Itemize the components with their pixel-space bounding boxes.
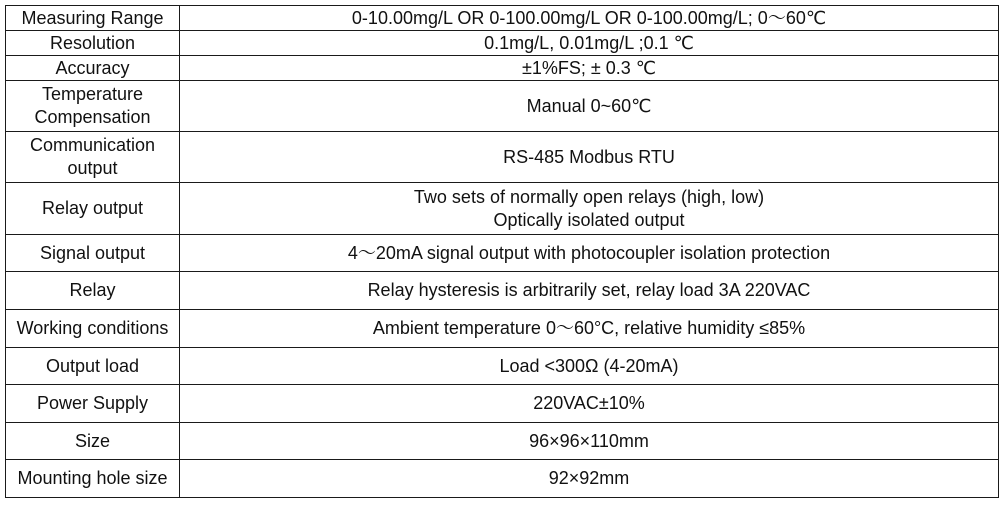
spec-value-relay-output: Two sets of normally open relays (high, low) Optically isolated output bbox=[180, 183, 999, 235]
spec-value-size: 96×96×110mm bbox=[180, 423, 999, 460]
table-row bbox=[6, 235, 999, 272]
table-row bbox=[6, 6, 999, 31]
spec-label-signal-output: Signal output bbox=[6, 235, 180, 272]
spec-label-temperature-compensation: Temperature Compensation bbox=[6, 81, 180, 132]
table-row bbox=[6, 460, 999, 498]
table-row bbox=[6, 272, 999, 310]
spec-label-mounting-hole-size: Mounting hole size bbox=[6, 460, 180, 498]
table-row bbox=[6, 183, 999, 235]
table-row bbox=[6, 31, 999, 56]
spec-label-power-supply: Power Supply bbox=[6, 385, 180, 423]
spec-value-temperature-compensation: Manual 0~60℃ bbox=[180, 81, 999, 132]
spec-value-mounting-hole-size: 92×92mm bbox=[180, 460, 999, 498]
spec-value-measuring-range: 0-10.00mg/L OR 0-100.00mg/L OR 0-100.00mg/L; 0～60℃ bbox=[180, 6, 999, 31]
table-row bbox=[6, 310, 999, 348]
spec-value-signal-output: 4～20mA signal output with photocoupler isolation protection bbox=[180, 235, 999, 272]
spec-label-measuring-range: Measuring Range bbox=[6, 6, 180, 31]
spec-label-output-load: Output load bbox=[6, 348, 180, 385]
spec-label-resolution: Resolution bbox=[6, 31, 180, 56]
table-row bbox=[6, 56, 999, 81]
spec-label-communication-output: Communication output bbox=[6, 132, 180, 183]
table-row bbox=[6, 132, 999, 183]
table-row bbox=[6, 81, 999, 132]
table-row bbox=[6, 423, 999, 460]
spec-label-size: Size bbox=[6, 423, 180, 460]
spec-value-resolution: 0.1mg/L, 0.01mg/L ;0.1 ℃ bbox=[180, 31, 999, 56]
spec-label-working-conditions: Working conditions bbox=[6, 310, 180, 348]
spec-value-output-load: Load <300Ω (4-20mA) bbox=[180, 348, 999, 385]
spec-label-relay-output: Relay output bbox=[6, 183, 180, 235]
spec-label-relay: Relay bbox=[6, 272, 180, 310]
table-row bbox=[6, 348, 999, 385]
spec-value-communication-output: RS-485 Modbus RTU bbox=[180, 132, 999, 183]
table-row bbox=[6, 385, 999, 423]
spec-value-accuracy: ±1%FS; ± 0.3 ℃ bbox=[180, 56, 999, 81]
spec-value-relay: Relay hysteresis is arbitrarily set, relay load 3A 220VAC bbox=[180, 272, 999, 310]
spec-table bbox=[5, 5, 999, 498]
spec-value-power-supply: 220VAC±10% bbox=[180, 385, 999, 423]
spec-label-accuracy: Accuracy bbox=[6, 56, 180, 81]
spec-value-working-conditions: Ambient temperature 0～60°C, relative humidity ≤85% bbox=[180, 310, 999, 348]
